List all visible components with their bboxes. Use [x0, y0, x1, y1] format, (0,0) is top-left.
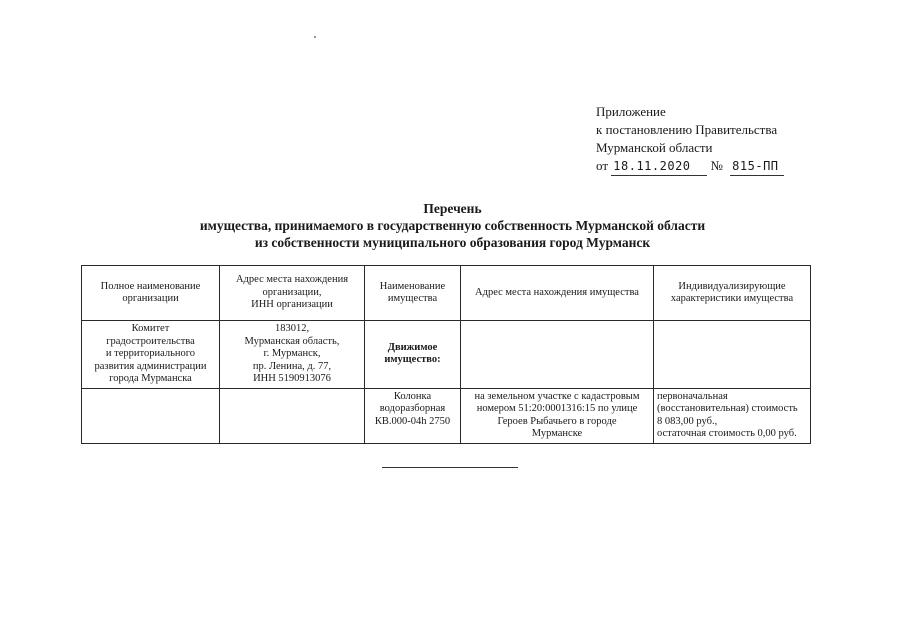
cell-text-line: остаточная стоимость 0,00 руб.	[657, 428, 797, 439]
cell-text-line: Движимое	[387, 341, 438, 353]
header-org-name	[82, 266, 220, 321]
cell-text-line: (восстановительная) стоимость	[657, 403, 798, 414]
appendix-line-3: Мурманской области	[596, 140, 713, 155]
cell-text-line: на земельном участке с кадастровым	[474, 390, 640, 402]
appendix-line-1: Приложение	[596, 104, 666, 119]
closing-rule	[382, 467, 518, 468]
cell-property-address	[461, 321, 654, 389]
cell-text-line: Индивидуализирующие	[678, 280, 786, 292]
cell-text-line: пр. Ленина, д. 77,	[252, 360, 332, 372]
number-value: 815-ПП	[730, 157, 784, 176]
cell-text-line: первоначальная	[657, 390, 728, 402]
appendix-block	[596, 103, 784, 176]
appendix-line-2: к постановлению Правительства	[596, 122, 778, 137]
cell-text-line: организации,	[262, 286, 322, 298]
cell-text-line: Полное наименование	[100, 280, 201, 292]
title-line-3: из собственности муниципального образования город Мурманск	[254, 235, 651, 250]
cell-text-line: Мурманская область,	[244, 335, 340, 347]
property-table	[81, 265, 811, 444]
cell-text-line: 8 083,00 руб.,	[657, 415, 718, 427]
cell-org-name	[82, 388, 220, 443]
cell-text-line: КВ.000-04h 2750	[374, 415, 451, 427]
cell-property-address	[461, 388, 654, 443]
cell-text-line: имущества	[387, 293, 438, 304]
cell-text-line: Героев Рыбачьего в городе	[497, 415, 617, 427]
cell-text-line: г. Мурманск,	[263, 348, 321, 359]
cell-text-line: 183012,	[274, 323, 310, 334]
cell-text-line: организации	[122, 293, 179, 304]
cell-org-address	[220, 388, 365, 443]
date-value: 18.11.2020	[611, 157, 707, 176]
header-property-name	[365, 266, 461, 321]
scan-speck	[314, 36, 316, 38]
cell-text-line: характеристики имущества	[670, 293, 794, 304]
cell-text-line: города Мурманска	[109, 373, 192, 384]
cell-text-line: Адрес места нахождения	[235, 274, 349, 286]
header-property-address	[461, 266, 654, 321]
cell-text-line: ИНН 5190913076	[253, 373, 331, 384]
cell-characteristics	[654, 388, 811, 443]
cell-characteristics	[654, 321, 811, 389]
cell-text-line: номером 51:20:0001316:15 по улице	[476, 403, 638, 414]
header-org-address	[220, 266, 365, 321]
table-row	[82, 388, 811, 443]
title-line-2: имущества, принимаемого в государственную собственность Мурманской области	[199, 218, 706, 233]
cell-text-line: и территориального	[105, 348, 196, 359]
date-prefix: от	[596, 158, 609, 173]
cell-text-line: водоразборная	[379, 403, 446, 414]
cell-property-name	[365, 321, 461, 389]
cell-text-line: Наименование	[379, 280, 446, 292]
cell-org-address	[220, 321, 365, 389]
cell-text-line: ИНН организации	[251, 299, 333, 311]
appendix-date-line	[596, 157, 784, 176]
cell-text-line: Мурманске	[531, 428, 583, 439]
number-prefix: №	[710, 158, 723, 173]
table-row	[82, 321, 811, 389]
cell-org-name	[82, 321, 220, 389]
document-title	[0, 200, 905, 251]
cell-text-line: градостроительства	[106, 335, 195, 347]
cell-text-line: Комитет	[131, 323, 170, 334]
cell-text-line: Адрес места нахождения имущества	[475, 286, 639, 298]
header-characteristics	[654, 266, 811, 321]
cell-text-line: имущество:	[384, 354, 441, 366]
cell-property-name	[365, 388, 461, 443]
table-header-row	[82, 266, 811, 321]
cell-text-line: развития администрации	[94, 360, 207, 372]
title-line-1: Перечень	[423, 201, 482, 216]
cell-text-line: Колонка	[393, 390, 432, 402]
